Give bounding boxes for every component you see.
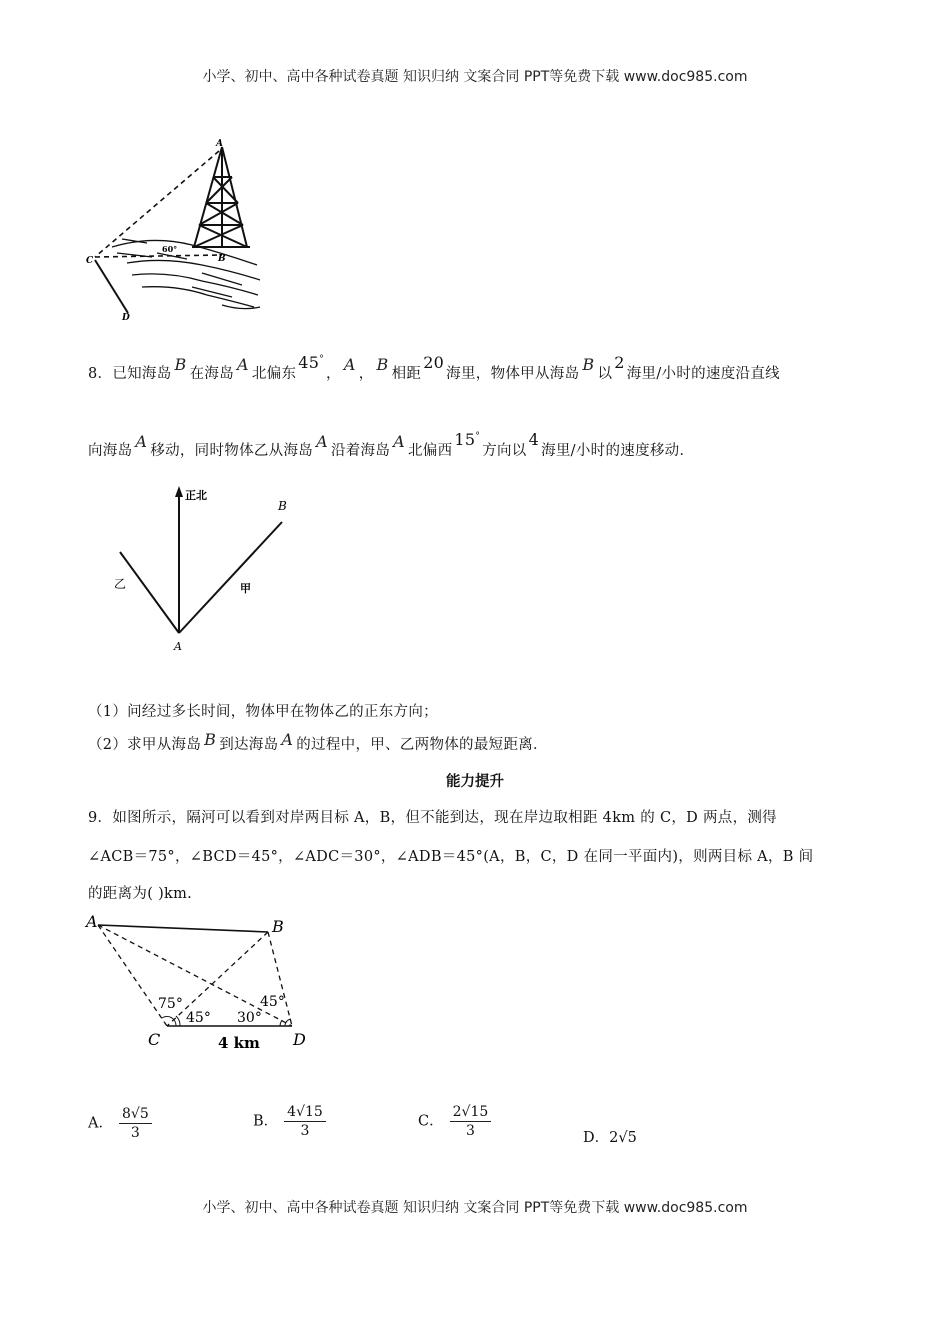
q8-sub2: （2）求甲从海岛 B 到达海岛 A 的过程中，甲、乙两物体的最短距离． (88, 730, 548, 753)
fig9-angle-30: 30° (237, 1010, 262, 1026)
section-title: 能力提升 (446, 774, 504, 790)
q8-line2: 向海岛 A 移动，同时物体乙从海岛 A 沿着海岛 A 北偏西15°方向以4海里/小时的速度移动． (88, 430, 695, 459)
fig8-label-yi: 乙 (114, 577, 127, 591)
tower-label-a: A (216, 139, 223, 149)
tower-angle-label: 60° (162, 244, 178, 254)
option-a: A． $\frac{8√5}{3}$ (88, 1106, 152, 1141)
tower-label-c: C (86, 256, 94, 266)
fig9-distance: 4 km (218, 1034, 260, 1052)
fig9-label-c: C (148, 1030, 161, 1049)
fig9-label-a: A (86, 912, 98, 931)
fig9-angle-75: 75° (158, 996, 183, 1012)
page-footer: 小学、初中、高中各种试卷真题 知识归纳 文案合同 PPT等免费下载 www.doc985.com (202, 1200, 748, 1216)
tower-label-b: B (218, 254, 226, 264)
q8-line1: 8．已知海岛 B 在海岛 A 北偏东45°， A ， B 相距20海里，物体甲从海岛 B 以2海里/小时的速度沿直线 (88, 353, 780, 382)
fig8-label-b: B (278, 499, 287, 513)
fig9-label-d: D (293, 1030, 306, 1049)
option-b: B． $\frac{4√15}{3}$ (253, 1104, 326, 1139)
option-c: C． $\frac{2√15}{3}$ (418, 1104, 491, 1139)
fig8-label-jia: 甲 (240, 582, 251, 595)
fig9-angle-45-right: 45° (260, 994, 285, 1010)
q8-sub1: （1）问经过多长时间，物体甲在物体乙的正东方向； (88, 704, 438, 720)
fig9-angle-45-left: 45° (186, 1010, 211, 1026)
fig8-label-a: A (174, 640, 182, 653)
option-d: D．2√5 (583, 1130, 637, 1146)
fig9-label-b: B (272, 917, 284, 936)
q9-line3: 的距离为( )km. (88, 886, 193, 902)
tower-label-d: D (122, 313, 130, 323)
north-label: 正北 (185, 489, 207, 502)
q9-figure (82, 908, 322, 1058)
q8-figure (100, 480, 310, 655)
q9-line1: 9．如图所示，隔河可以看到对岸两目标 A，B，但不能到达，现在岸边取相距 4km 的 C，D 两点，测得 (88, 810, 777, 826)
page-header: 小学、初中、高中各种试卷真题 知识归纳 文案合同 PPT等免费下载 www.doc985.com (202, 69, 748, 85)
tower-figure (82, 135, 272, 325)
q9-line2: ∠ACB＝75°，∠BCD＝45°，∠ADC＝30°，∠ADB＝45°(A，B，C，D 在同一平面内)，则两目标 A，B 间 (88, 849, 814, 865)
